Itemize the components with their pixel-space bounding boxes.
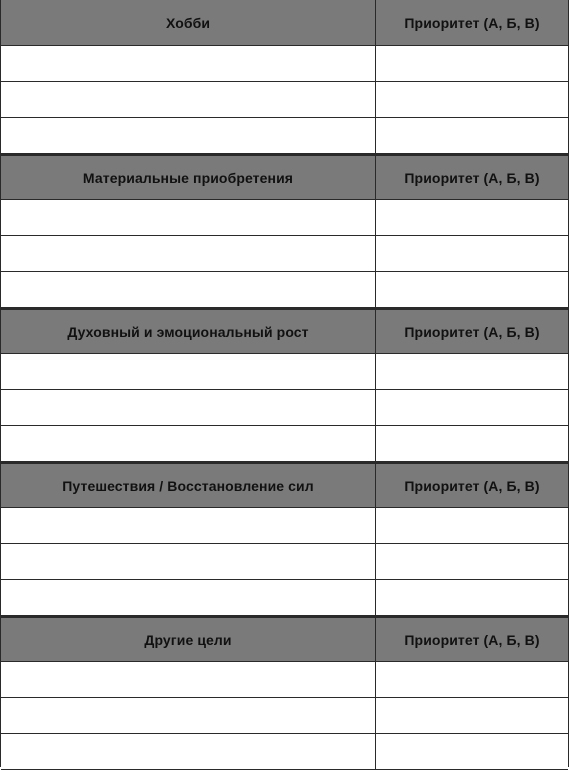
table-row bbox=[1, 508, 568, 544]
goal-cell[interactable] bbox=[1, 662, 376, 697]
priority-cell[interactable] bbox=[376, 272, 568, 307]
priority-cell[interactable] bbox=[376, 354, 568, 389]
section-title: Материальные приобретения bbox=[1, 156, 376, 199]
table-row bbox=[1, 390, 568, 426]
goal-cell[interactable] bbox=[1, 82, 376, 117]
table-row bbox=[1, 200, 568, 236]
priority-cell[interactable] bbox=[376, 390, 568, 425]
section-spiritual-growth bbox=[1, 308, 568, 462]
table-row bbox=[1, 580, 568, 616]
priority-cell[interactable] bbox=[376, 82, 568, 117]
section-header bbox=[1, 154, 568, 200]
priority-cell[interactable] bbox=[376, 734, 568, 769]
goal-cell[interactable] bbox=[1, 354, 376, 389]
priority-cell[interactable] bbox=[376, 426, 568, 461]
section-hobbies bbox=[1, 0, 568, 154]
section-header bbox=[1, 616, 568, 662]
goal-cell[interactable] bbox=[1, 236, 376, 271]
priority-cell[interactable] bbox=[376, 118, 568, 153]
section-title: Другие цели bbox=[1, 618, 376, 661]
table-row bbox=[1, 272, 568, 308]
goal-cell[interactable] bbox=[1, 508, 376, 543]
priority-cell[interactable] bbox=[376, 698, 568, 733]
priority-column-header: Приоритет (А, Б, В) bbox=[404, 323, 540, 340]
section-header bbox=[1, 462, 568, 508]
goal-cell[interactable] bbox=[1, 118, 376, 153]
priority-cell[interactable] bbox=[376, 580, 568, 615]
priority-cell[interactable] bbox=[376, 200, 568, 235]
goal-cell[interactable] bbox=[1, 46, 376, 81]
priority-column-header: Приоритет (А, Б, В) bbox=[404, 14, 540, 31]
table-row bbox=[1, 118, 568, 154]
table-row bbox=[1, 662, 568, 698]
priority-cell[interactable] bbox=[376, 662, 568, 697]
table-row bbox=[1, 236, 568, 272]
section-title: Духовный и эмоциональный рост bbox=[1, 310, 376, 353]
table-row bbox=[1, 698, 568, 734]
priority-cell[interactable] bbox=[376, 46, 568, 81]
section-header bbox=[1, 308, 568, 354]
table-row bbox=[1, 544, 568, 580]
priority-column-header: Приоритет (А, Б, В) bbox=[404, 477, 540, 494]
goal-cell[interactable] bbox=[1, 734, 376, 769]
table-row bbox=[1, 426, 568, 462]
goal-cell[interactable] bbox=[1, 200, 376, 235]
goal-cell[interactable] bbox=[1, 580, 376, 615]
table-row bbox=[1, 46, 568, 82]
priority-cell[interactable] bbox=[376, 508, 568, 543]
priority-cell[interactable] bbox=[376, 544, 568, 579]
priority-cell[interactable] bbox=[376, 236, 568, 271]
section-title: Путешествия / Восстановление сил bbox=[1, 464, 376, 507]
goal-cell[interactable] bbox=[1, 390, 376, 425]
goal-cell[interactable] bbox=[1, 544, 376, 579]
goal-cell[interactable] bbox=[1, 272, 376, 307]
priority-column-header: Приоритет (А, Б, В) bbox=[404, 169, 540, 186]
table-row bbox=[1, 354, 568, 390]
section-material-acquisitions bbox=[1, 154, 568, 308]
priority-column-header: Приоритет (А, Б, В) bbox=[404, 631, 540, 648]
section-header bbox=[1, 0, 568, 46]
table-row bbox=[1, 82, 568, 118]
section-title: Хобби bbox=[1, 0, 376, 45]
table-row bbox=[1, 734, 568, 770]
goal-cell[interactable] bbox=[1, 426, 376, 461]
section-other-goals bbox=[1, 616, 568, 770]
goal-cell[interactable] bbox=[1, 698, 376, 733]
section-travel-recovery bbox=[1, 462, 568, 616]
